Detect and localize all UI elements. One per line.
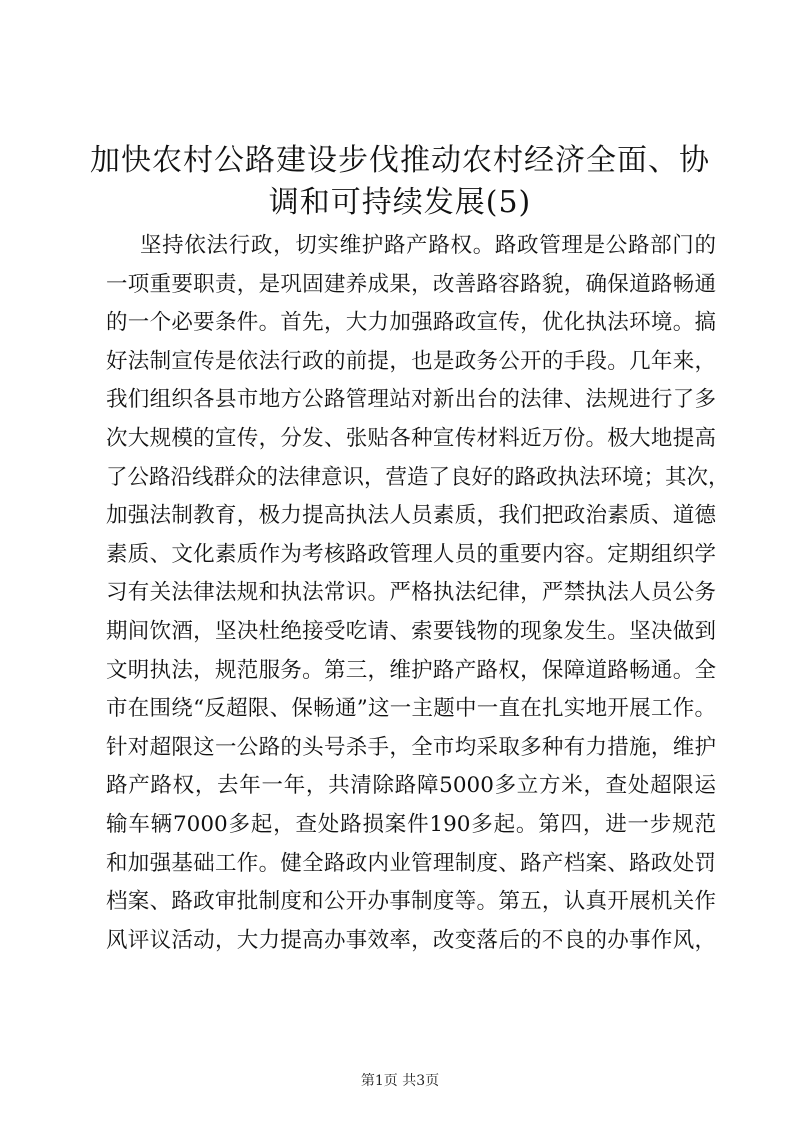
paragraph-line: 文明执法，规范服务。第三，维护路产路权，保障道路畅通。全 — [106, 657, 716, 683]
paragraph-line: 市在围绕“反超限、保畅通”这一主题中一直在扎实地开展工作。 — [106, 696, 716, 722]
paragraph-line: 期间饮酒，坚决杜绝接受吃请、索要钱物的现象发生。坚决做到 — [106, 618, 716, 644]
paragraph-line: 和加强基础工作。健全路政内业管理制度、路产档案、路政处罚 — [106, 850, 716, 876]
paragraph-line: 坚持依法行政，切实维护路产路权。路政管理是公路部门的 — [140, 233, 716, 258]
title-line: 调和可持续发展(5) — [268, 185, 532, 220]
paragraph-line: 的一个必要条件。首先，大力加强路政宣传，优化执法环境。搞 — [106, 310, 716, 336]
title-line: 加快农村公路建设步伐推动农村经济全面、协 — [90, 143, 710, 178]
paragraph-line: 档案、路政审批制度和公开办事制度等。第五，认真开展机关作 — [106, 889, 716, 915]
paragraph-line: 风评议活动，大力提高办事效率，改变落后的不良的办事作风， — [106, 927, 716, 953]
paragraph-line: 了公路沿线群众的法律意识，营造了良好的路政执法环境；其次， — [106, 464, 730, 490]
paragraph-line: 针对超限这一公路的头号杀手，全市均采取多种有力措施，维护 — [106, 734, 716, 760]
body-paragraph — [106, 227, 730, 960]
page-footer: 第1页 共3页 — [360, 1073, 440, 1089]
paragraph-line: 好法制宣传是依法行政的前提，也是政务公开的手段。几年来， — [106, 348, 716, 374]
paragraph-line: 输车辆7000多起，查处路损案件190多起。第四，进一步规范 — [106, 811, 716, 837]
document-title — [90, 140, 710, 224]
paragraph-line: 我们组织各县市地方公路管理站对新出台的法律、法规进行了多 — [106, 387, 716, 413]
paragraph-line: 次大规模的宣传，分发、张贴各种宣传材料近万份。极大地提高 — [106, 425, 716, 451]
paragraph-line: 加强法制教育，极力提高执法人员素质，我们把政治素质、道德 — [106, 503, 716, 529]
paragraph-line: 路产路权，去年一年，共清除路障5000多立方米，查处超限运 — [106, 773, 716, 799]
paragraph-line: 一项重要职责，是巩固建养成果，改善路容路貌，确保道路畅通 — [106, 271, 716, 297]
paragraph-line: 素质、文化素质作为考核路政管理人员的重要内容。定期组织学 — [106, 541, 716, 567]
paragraph-line: 习有关法律法规和执法常识。严格执法纪律，严禁执法人员公务 — [106, 580, 716, 606]
